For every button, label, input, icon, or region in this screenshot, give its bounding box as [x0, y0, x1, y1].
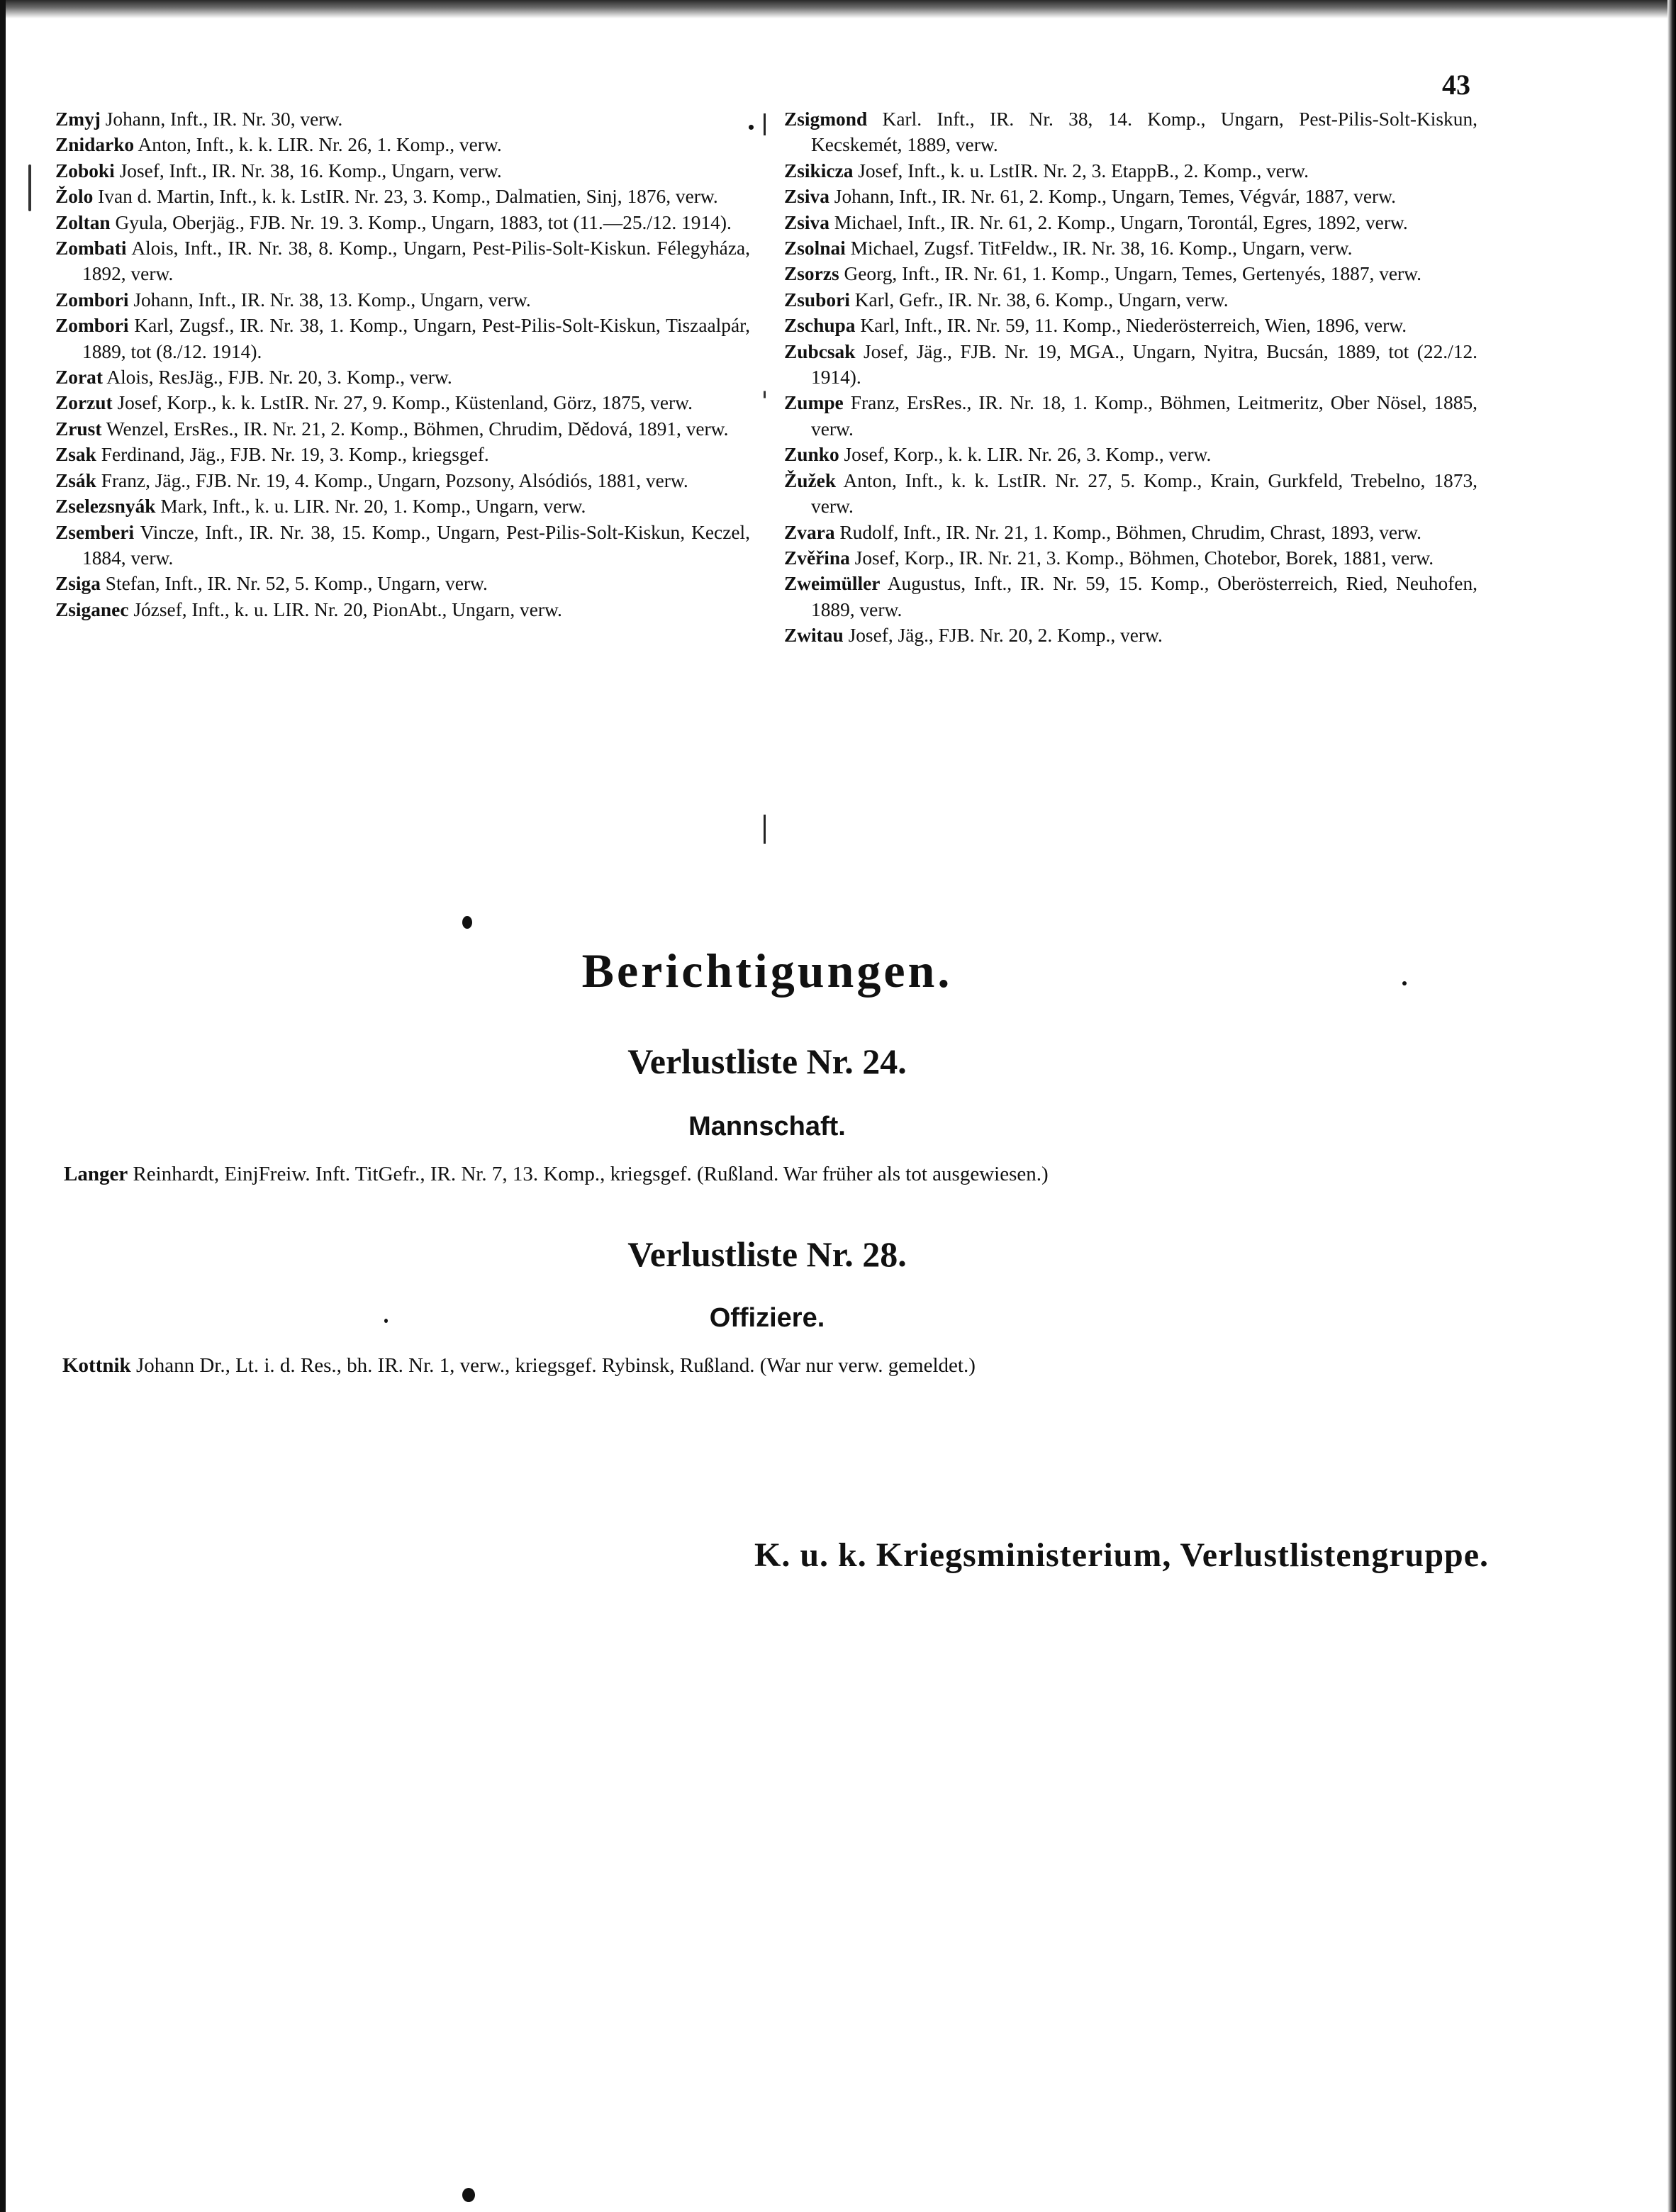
list-item: Zorat Alois, ResJäg., FJB. Nr. 20, 3. Komp., verw.	[55, 367, 452, 389]
list-item: Zubcsak Josef, Jäg., FJB. Nr. 19, MGA., Ungarn, Nyitra, Bucsán, 1889, tot (22./12. 1914).	[784, 340, 1477, 389]
list-item: Zsubori Karl, Gefr., IR. Nr. 38, 6. Komp., Ungarn, verw.	[784, 289, 1229, 311]
list-item: Znidarko Anton, Inft., k. k. LIR. Nr. 26, 1. Komp., verw.	[55, 134, 502, 156]
ink-speck	[462, 916, 472, 929]
list-item: Zsiganec József, Inft., k. u. LIR. Nr. 20, PionAbt., Ungarn, verw.	[55, 598, 562, 620]
list-item: Zselezsnyák Mark, Inft., k. u. LIR. Nr. 20, 1. Komp., Ungarn, verw.	[55, 496, 586, 518]
list-item: Zsak Ferdinand, Jäg., FJB. Nr. 19, 3. Komp., kriegsgef.	[55, 444, 489, 466]
list-item: Zvara Rudolf, Inft., IR. Nr. 21, 1. Komp., Böhmen, Chrudim, Chrast, 1893, verw.	[784, 521, 1422, 543]
margin-mark	[28, 164, 31, 211]
list-item: Zombati Alois, Inft., IR. Nr. 38, 8. Komp., Ungarn, Pest-Pilis-Solt-Kiskun. Félegyháza, 1892, verw.	[55, 238, 750, 285]
column-divider	[764, 113, 766, 844]
list-item: Zumpe Franz, ErsRes., IR. Nr. 18, 1. Komp., Böhmen, Leitmeritz, Ober Nösel, 1885, verw.	[784, 392, 1477, 440]
list-item: Zombori Karl, Zugsf., IR. Nr. 38, 1. Komp., Ungarn, Pest-Pilis-Solt-Kiskun, Tiszaalpár, 1889, tot (8./12. 1914).	[55, 315, 750, 362]
scan-top-edge	[0, 0, 1676, 18]
list-item: Žolo Ivan d. Martin, Inft., k. k. LstIR. Nr. 23, 3. Komp., Dalmatien, Sinj, 1876, verw.	[55, 186, 718, 208]
correction-entry-list-28: Kottnik Johann Dr., Lt. i. d. Res., bh. IR. Nr. 1, verw., kriegsgef. Rybinsk, Rußland. (War nur verw. gemeldet.)	[62, 1354, 976, 1377]
list-28-heading: Verlustliste Nr. 28.	[627, 1234, 907, 1274]
list-item: Zmyj Johann, Inft., IR. Nr. 30, verw.	[55, 108, 343, 130]
ink-speck	[1402, 981, 1407, 985]
scan-right-edge	[1667, 0, 1676, 2212]
left-column	[55, 106, 750, 622]
list-item: Zrust Wenzel, ErsRes., IR. Nr. 21, 2. Komp., Böhmen, Chrudim, Dědová, 1891, verw.	[55, 418, 729, 440]
list-item: Zschupa Karl, Inft., IR. Nr. 59, 11. Komp., Niederösterreich, Wien, 1896, verw.	[784, 315, 1407, 337]
list-28-category: Offiziere.	[709, 1303, 825, 1333]
list-item: Žužek Anton, Inft., k. k. LstIR. Nr. 27, 5. Komp., Krain, Gurkfeld, Trebelno, 1873, verw.	[784, 469, 1477, 518]
signature: K. u. k. Kriegsministerium, Verlustlistengruppe.	[754, 1536, 1490, 1574]
list-item: Zweimüller Augustus, Inft., IR. Nr. 59, 15. Komp., Oberösterreich, Ried, Neuhofen, 1889, verw.	[784, 573, 1477, 620]
ink-speck	[462, 2188, 475, 2202]
list-item: Zoboki Josef, Inft., IR. Nr. 38, 16. Komp., Ungarn, verw.	[55, 160, 502, 181]
list-24-heading: Verlustliste Nr. 24.	[627, 1041, 907, 1081]
list-item: Zsák Franz, Jäg., FJB. Nr. 19, 4. Komp., Ungarn, Pozsony, Alsódiós, 1881, verw.	[55, 469, 688, 491]
correction-entry-list-24: Langer Reinhardt, EinjFreiw. Inft. TitGefr., IR. Nr. 7, 13. Komp., kriegsgef. (Rußland. War früher als tot ausgewiesen.)	[64, 1163, 1049, 1185]
list-item: Zsiva Johann, Inft., IR. Nr. 61, 2. Komp., Ungarn, Temes, Végvár, 1887, verw.	[784, 186, 1396, 208]
list-item: Zsigmond Karl. Inft., IR. Nr. 38, 14. Komp., Ungarn, Pest-Pilis-Solt-Kiskun, Kecskemét, 1889, verw.	[784, 108, 1477, 156]
list-item: Zsemberi Vincze, Inft., IR. Nr. 38, 15. Komp., Ungarn, Pest-Pilis-Solt-Kiskun, Keczel, 1884, verw.	[55, 521, 750, 569]
list-item: Zsolnai Michael, Zugsf. TitFeldw., IR. Nr. 38, 16. Komp., Ungarn, verw.	[784, 238, 1353, 259]
list-item: Zsiva Michael, Inft., IR. Nr. 61, 2. Komp., Ungarn, Torontál, Egres, 1892, verw.	[784, 211, 1408, 233]
list-item: Zombori Johann, Inft., IR. Nr. 38, 13. Komp., Ungarn, verw.	[55, 289, 531, 311]
corrections-heading: Berichtigungen.	[581, 944, 953, 998]
right-column	[784, 106, 1477, 649]
list-item: Zvěřina Josef, Korp., IR. Nr. 21, 3. Komp., Böhmen, Chotebor, Borek, 1881, verw.	[784, 547, 1434, 569]
ink-speck	[384, 1319, 388, 1323]
list-item: Zunko Josef, Korp., k. k. LIR. Nr. 26, 3. Komp., verw.	[784, 444, 1212, 466]
list-item: Zwitau Josef, Jäg., FJB. Nr. 20, 2. Komp., verw.	[784, 625, 1163, 647]
list-item: Zorzut Josef, Korp., k. k. LstIR. Nr. 27, 9. Komp., Küstenland, Görz, 1875, verw.	[55, 392, 693, 414]
list-24-category: Mannschaft.	[688, 1112, 846, 1141]
page-number: 43	[1442, 69, 1470, 101]
list-item: Zsikicza Josef, Inft., k. u. LstIR. Nr. 2, 3. EtappB., 2. Komp., verw.	[784, 160, 1309, 181]
scan-left-edge	[0, 0, 6, 2212]
list-item: Zsiga Stefan, Inft., IR. Nr. 52, 5. Komp., Ungarn, verw.	[55, 573, 488, 595]
list-item: Zsorzs Georg, Inft., IR. Nr. 61, 1. Komp., Ungarn, Temes, Gertenyés, 1887, verw.	[784, 263, 1422, 285]
list-item: Zoltan Gyula, Oberjäg., FJB. Nr. 19. 3. Komp., Ungarn, 1883, tot (11.—25./12. 1914).	[55, 211, 732, 233]
ink-speck	[749, 125, 754, 130]
